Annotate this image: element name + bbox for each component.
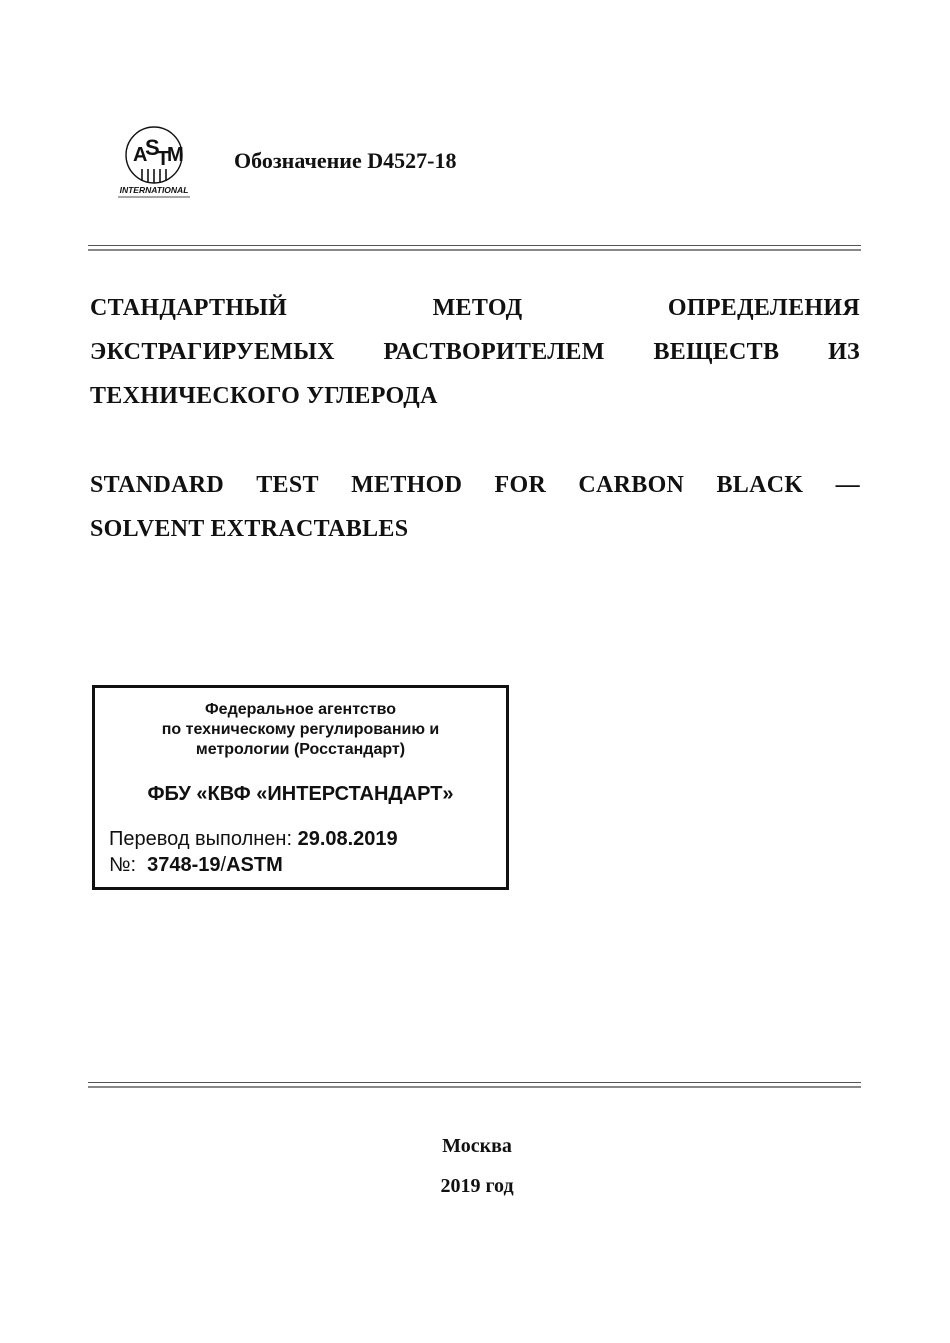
number-value: 3748-19 [147,854,221,876]
number-separator: / [220,854,227,876]
svg-text:INTERNATIONAL: INTERNATIONAL [119,185,189,195]
title-word: TEST [256,472,319,498]
title-word: BLACK [716,472,804,498]
number-label: №: [109,854,148,876]
translation-date-row [109,828,398,851]
astm-international-logo [112,125,196,199]
title-ru-line-3 [90,374,860,418]
title-ru-line-1 [90,286,860,330]
title-word: ВЕЩЕСТВ [653,339,780,365]
publication-year: 2019 год [440,1175,514,1197]
title-en-line-1 [90,463,860,507]
title-russian [90,286,860,418]
number-suffix: ASTM [226,854,283,876]
bottom-divider [88,1082,861,1088]
translation-number-row [109,854,283,877]
agency-name [95,700,506,760]
top-divider [88,245,861,251]
title-word: FOR [494,472,547,498]
translation-date-label: Перевод выполнен: [109,828,298,850]
title-word: ЭКСТРАГИРУЕМЫХ [90,339,335,365]
title-ru-line-2 [90,330,860,374]
title-word: — [835,472,860,498]
title-english [90,463,860,551]
title-word: METHOD [351,472,463,498]
publication-city: Москва [442,1135,512,1157]
title-word: РАСТВОРИТЕЛЕМ [383,339,605,365]
title-en-line-2 [90,507,860,551]
organization-name: ФБУ «КВФ «ИНТЕРСТАНДАРТ» [147,783,454,805]
title-word: МЕТОД [432,295,523,321]
title-word: ОПРЕДЕЛЕНИЯ [667,295,860,321]
svg-text:T: T [157,148,170,170]
agency-line: по техническому регулированию и [161,721,440,738]
translation-date: 29.08.2019 [297,828,398,850]
title-word: CARBON [578,472,685,498]
title-word: SOLVENT EXTRACTABLES [90,516,409,542]
svg-text:A: A [133,144,147,166]
document-designation: Обозначение D4527-18 [234,148,457,173]
title-word: ТЕХНИЧЕСКОГО УГЛЕРОДА [90,383,438,409]
svg-text:M: M [167,144,184,166]
title-word: STANDARD [90,472,224,498]
title-word: СТАНДАРТНЫЙ [90,295,288,321]
svg-text:S: S [145,135,160,160]
agency-line: метрологии (Росстандарт) [195,741,406,758]
translation-stamp [92,685,509,890]
agency-line: Федеральное агентство [205,701,396,718]
title-word: ИЗ [828,339,860,365]
